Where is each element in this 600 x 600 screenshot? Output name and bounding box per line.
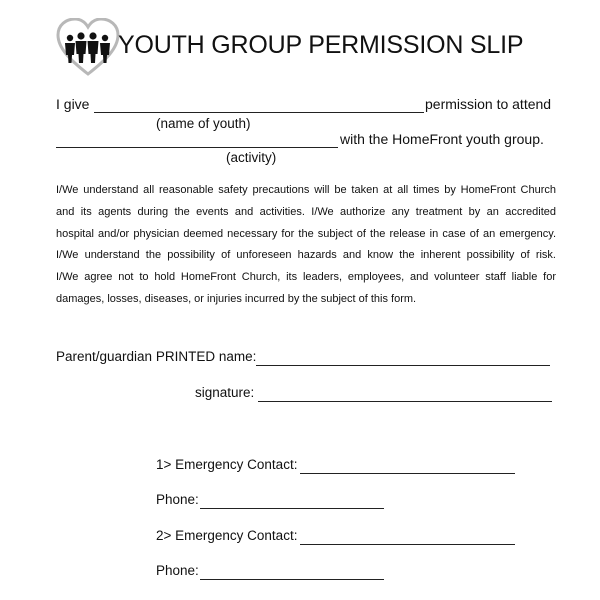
consent-line: I/We understand all reasonable safety precautions will be taken at all times by HomeFront Church	[56, 184, 556, 196]
consent-line: damages, losses, diseases, or injuries incurred by the subject of this form.	[56, 292, 417, 305]
printed-name-field[interactable]	[256, 351, 550, 371]
page-title: YOUTH GROUP PERMISSION SLIP	[118, 31, 524, 59]
line1-prefix: I give	[56, 96, 90, 112]
consent-line: I/We agree not to hold HomeFront Church, its leaders, employees, and volunteer staff liable for	[56, 271, 556, 284]
phone-1-label: Phone:	[156, 492, 199, 507]
signature-label: signature:	[195, 385, 255, 400]
activity-hint: (activity)	[226, 150, 277, 165]
line2-suffix: with the HomeFront youth group.	[340, 131, 544, 147]
phone-2-field[interactable]	[200, 565, 384, 585]
activity-field[interactable]	[56, 133, 338, 153]
heart-with-children-icon	[56, 18, 120, 76]
printed-name-label: Parent/guardian PRINTED name:	[56, 349, 257, 364]
youth-name-field[interactable]	[94, 98, 424, 118]
consent-paragraph	[56, 180, 556, 311]
emergency-contact-1-label: 1> Emergency Contact:	[156, 457, 298, 472]
consent-line: I/We understand the possibility of unforeseen hazards and know the inherent possibility of risk.	[56, 249, 556, 262]
youth-name-hint: (name of youth)	[156, 116, 251, 131]
phone-1-field[interactable]	[200, 494, 384, 514]
consent-line: and its agents during the events and activities. I/We authorize any treatment by an accredited	[56, 205, 556, 218]
emergency-contact-2-label: 2> Emergency Contact:	[156, 528, 298, 543]
emergency-contact-1-field[interactable]	[300, 459, 515, 479]
consent-line: hospital and/or physician deemed necessary for the subject of the release in case of an emergency.	[56, 227, 556, 240]
line1-suffix: permission to attend	[425, 96, 552, 112]
signature-field[interactable]	[258, 387, 552, 407]
emergency-contact-2-field[interactable]	[300, 530, 515, 550]
phone-2-label: Phone:	[156, 563, 199, 578]
